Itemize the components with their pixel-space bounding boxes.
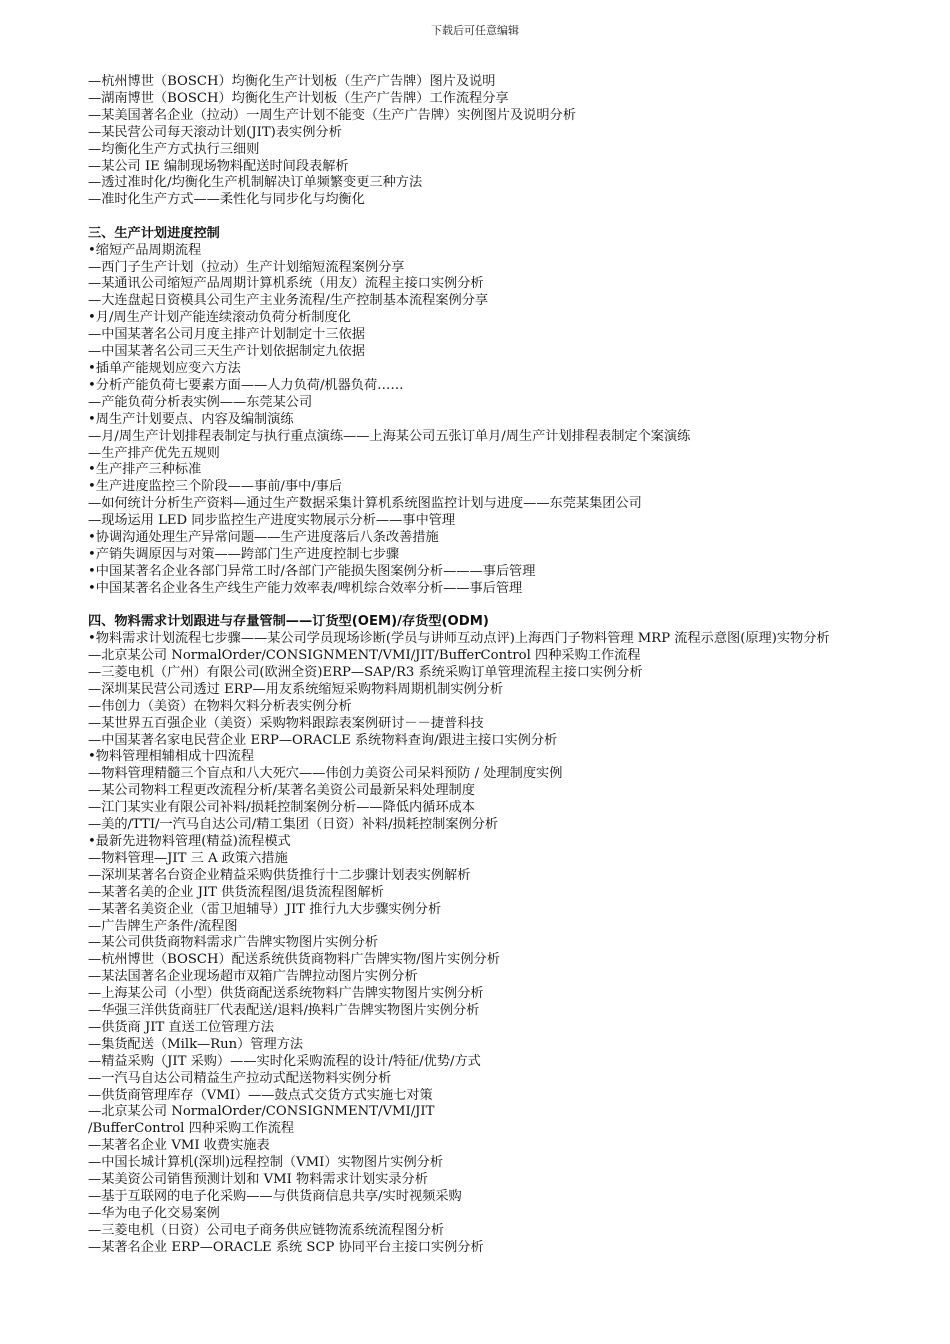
- list-item: —湖南博世（BOSCH）均衡化生产计划板（生产广告牌）工作流程分享: [88, 90, 509, 106]
- list-item: —某法国著名企业现场超市双箱广告牌拉动图片实例分析: [88, 969, 418, 985]
- list-item: —现场运用 LED 同步监控生产进度实物展示分析——事中管理: [88, 513, 456, 529]
- list-item: —北京某公司 NormalOrder/CONSIGNMENT/VMI/JIT: [88, 1104, 435, 1120]
- list-item: —深圳某著名台资企业精益采购供货推行十二步骤计划表实例解析: [88, 867, 471, 883]
- list-item: —杭州博世（BOSCH）配送系统供货商物料广告牌实物/图片实例分析: [88, 952, 500, 968]
- list-item: •生产排产三种标准: [88, 462, 202, 478]
- list-item: •最新先进物料管理(精益)流程模式: [88, 833, 291, 849]
- list-item: —某民营公司每天滚动计划(JIT)表实例分析: [88, 124, 342, 140]
- list-item: —精益采购（JIT 采购）——实时化采购流程的设计/特征/优势/方式: [88, 1053, 481, 1069]
- list-item: —某公司 IE 编制现场物料配送时间段表解析: [88, 158, 349, 174]
- list-item: —某著名美资企业（雷卫旭辅导）JIT 推行九大步骤实例分析: [88, 901, 442, 917]
- list-item: —伟创力（美资）在物料欠料分析表实例分析: [88, 698, 352, 714]
- list-item: —三菱电机（日资）公司电子商务供应链物流系统流程图分析: [88, 1222, 445, 1238]
- list-item: —透过准时化/均衡化生产机制解决订单频繁变更三种方法: [88, 175, 423, 191]
- list-item: —中国某著名家电民营企业 ERP—ORACLE 系统物料查询/跟进主接口实例分析: [88, 732, 558, 748]
- list-item: •产销失调原因与对策——跨部门生产进度控制七步骤: [88, 546, 400, 562]
- list-item: —某著名美的企业 JIT 供货流程图/退货流程图解析: [88, 884, 384, 900]
- list-item: —产能负荷分析表实例——东莞某公司: [88, 394, 313, 410]
- page-header: 下载后可任意编辑: [431, 24, 519, 37]
- list-item: —杭州博世（BOSCH）均衡化生产计划板（生产广告牌）图片及说明: [88, 74, 496, 89]
- list-item: —中国长城计算机(深圳)远程控制（VMI）实物图片实例分析: [88, 1155, 444, 1171]
- list-item: •中国某著名企业各生产线生产能力效率表/啤机综合效率分析——事后管理: [88, 580, 523, 596]
- list-item: —三菱电机（广州）有限公司(欧洲全资)ERP—SAP/R3 系统采购订单管理流程主接口实例分析: [88, 664, 643, 680]
- list-item: —某著名企业 ERP—ORACLE 系统 SCP 协同平台主接口实例分析: [88, 1239, 484, 1255]
- list-item: —上海某公司（小型）供货商配送系统物料广告牌实物图片实例分析: [88, 986, 484, 1002]
- list-item: —西门子生产计划（拉动）生产计划缩短流程案例分享: [88, 259, 405, 275]
- list-item: /BufferControl 四种采购工作流程: [88, 1121, 295, 1137]
- list-item: •月/周生产计划产能连续滚动负荷分析制度化: [88, 310, 351, 326]
- list-item: —深圳某民营公司透过 ERP—用友系统缩短采购物料周期机制实例分析: [88, 681, 504, 697]
- list-item: —某世界五百强企业（美资）采购物料跟踪表案例研讨－－捷普科技: [88, 715, 484, 731]
- list-item: —供货商 JIT 直送工位管理方法: [88, 1019, 274, 1035]
- section-heading: 四、物料需求计划跟进与存量管制——订货型(OEM)/存货型(ODM): [88, 614, 489, 630]
- list-item: •周生产计划要点、内容及编制演练: [88, 411, 294, 427]
- list-item: •物料需求计划流程七步骤——某公司学员现场诊断(学员与讲师互动点评)上海西门子物料管理 MRP 流程示意图(原理)实物分析: [88, 631, 830, 647]
- list-item: —某公司供货商物料需求广告牌实物图片实例分析: [88, 935, 379, 951]
- list-item: —物料管理—JIT 三 A 政策六措施: [88, 850, 288, 866]
- list-item: —北京某公司 NormalOrder/CONSIGNMENT/VMI/JIT/BufferControl 四种采购工作流程: [88, 648, 641, 663]
- list-item: —大连盘起日资模具公司生产主业务流程/生产控制基本流程案例分享: [88, 293, 489, 309]
- list-item: —某著名企业 VMI 收费实施表: [88, 1138, 270, 1154]
- list-item: —某美国著名企业（拉动）一周生产计划不能变（生产广告牌）实例图片及说明分析: [88, 107, 576, 123]
- list-item: —广告牌生产条件/流程图: [88, 918, 238, 934]
- section-heading: 三、生产计划进度控制: [88, 225, 220, 241]
- list-item: —准时化生产方式——柔性化与同步化与均衡化: [88, 192, 365, 208]
- list-item: —均衡化生产方式执行三细则: [88, 141, 260, 157]
- list-item: —某通讯公司缩短产品周期计算机系统（用友）流程主接口实例分析: [88, 276, 484, 292]
- list-item: —如何统计分析生产资料—通过生产数据采集计算机系统图监控计划与进度——东莞某集团公司: [88, 496, 642, 512]
- list-item: •分析产能负荷七要素方面——人力负荷/机器负荷……: [88, 377, 404, 393]
- document-body: [88, 74, 888, 1257]
- list-item: •中国某著名企业各部门异常工时/各部门产能损失图案例分析———事后管理: [88, 563, 536, 579]
- list-item: —某公司物料工程更改流程分析/某著名美资公司最新呆料处理制度: [88, 783, 475, 799]
- list-item: —美的/TTI/一汽马自达公司/精工集团（日资）补料/损耗控制案例分析: [88, 817, 499, 833]
- list-item: —某美资公司销售预测计划和 VMI 物料需求计划实录分析: [88, 1172, 428, 1188]
- list-item: —物料管理精髓三个盲点和八大死穴——伟创力美资公司呆料预防 / 处理制度实例: [88, 766, 563, 782]
- list-item: •插单产能规划应变六方法: [88, 361, 241, 376]
- list-item: —供货商管理库存（VMI）——鼓点式交货方式实施七对策: [88, 1087, 433, 1103]
- list-item: •缩短产品周期流程: [88, 242, 202, 258]
- list-item: —一汽马自达公司精益生产拉动式配送物料实例分析: [88, 1070, 392, 1086]
- list-item: —江门某实业有限公司补料/损耗控制案例分析——降低内循环成本: [88, 800, 475, 816]
- list-item: —集货配送（Milk—Run）管理方法: [88, 1036, 304, 1052]
- list-item: —月/周生产计划排程表制定与执行重点演练——上海某公司五张订单月/周生产计划排程表制定个案演练: [88, 428, 691, 444]
- list-item: —中国某著名公司三天生产计划依据制定九依据: [88, 344, 365, 360]
- list-item: —中国某著名公司月度主排产计划制定十三依据: [88, 327, 365, 343]
- list-item: •物料管理相辅相成十四流程: [88, 749, 255, 765]
- list-item: —生产排产优先五规则: [88, 445, 220, 461]
- list-item: —华强三洋供货商驻厂代表配送/退料/换料广告牌实物图片实例分析: [88, 1003, 480, 1019]
- list-item: —华为电子化交易案例: [88, 1205, 220, 1221]
- list-item: •协调沟通处理生产异常问题——生产进度落后八条改善措施: [88, 530, 439, 546]
- list-item: •生产进度监控三个阶段——事前/事中/事后: [88, 479, 343, 495]
- list-item: —基于互联网的电子化采购——与供货商信息共享/实时视频采购: [88, 1189, 462, 1204]
